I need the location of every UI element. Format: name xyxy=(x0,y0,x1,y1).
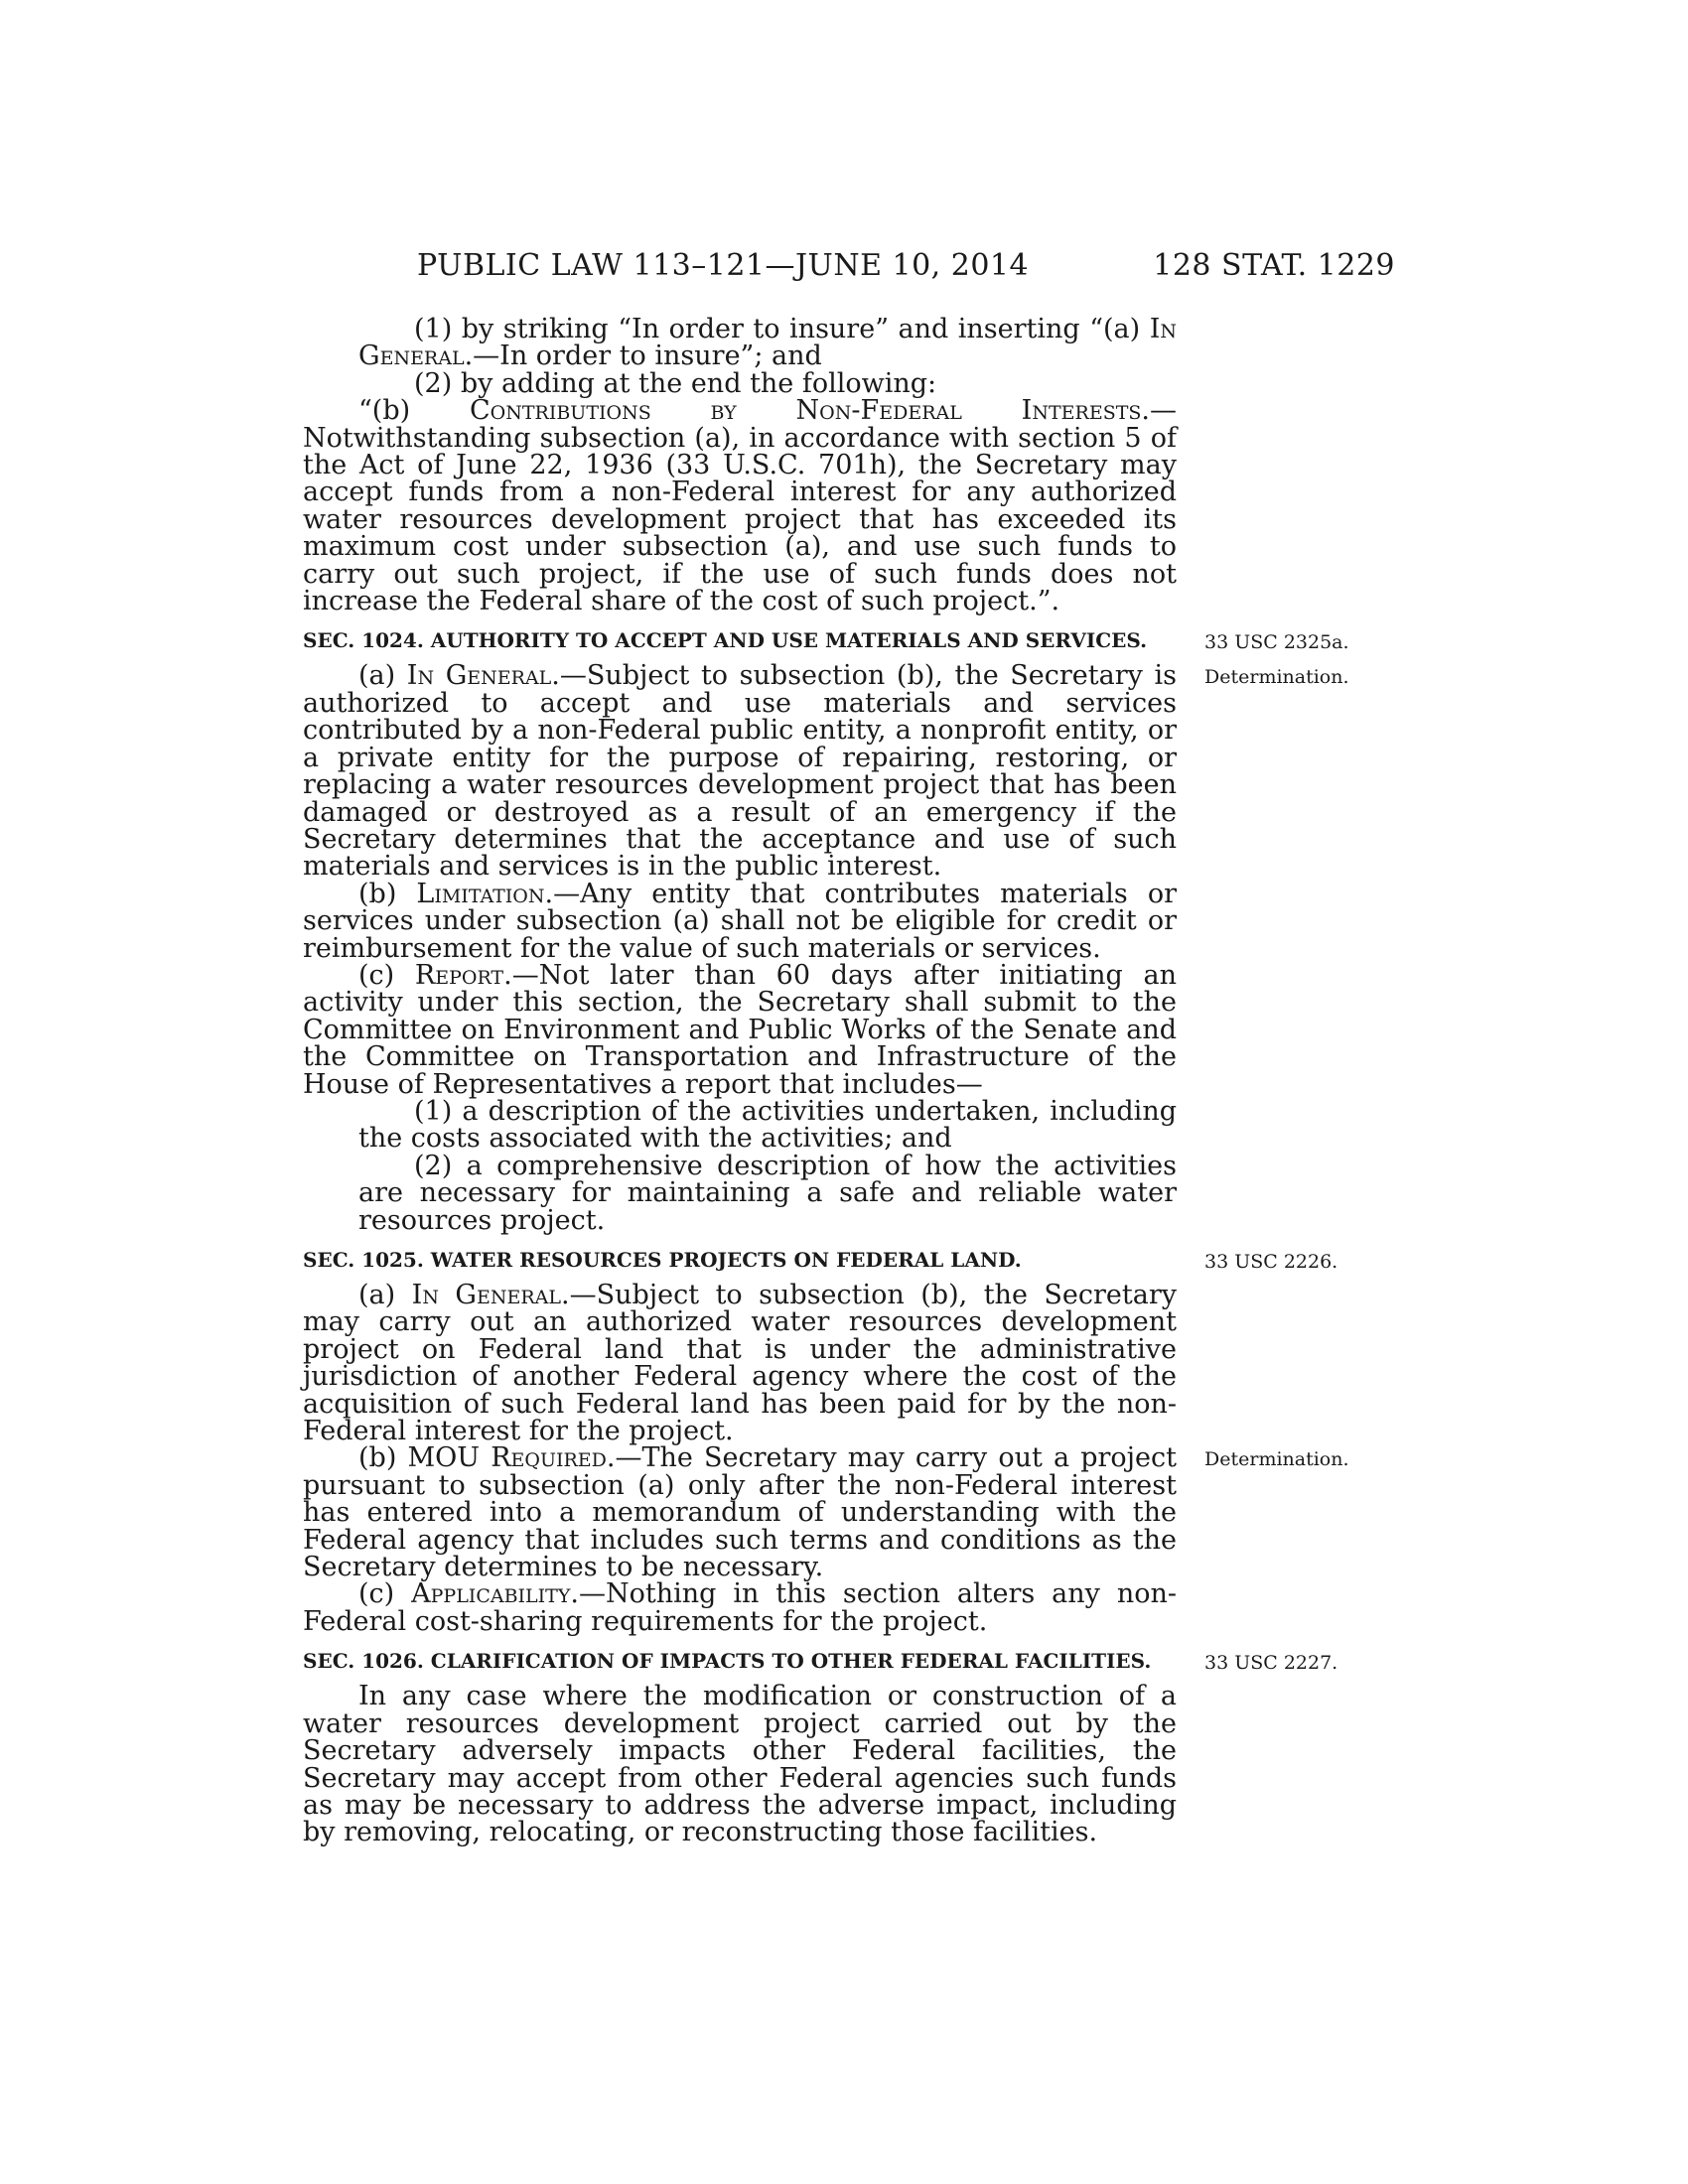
usc-margin-note: 33 USC 2325a. xyxy=(1204,631,1349,654)
usc-margin-note: 33 USC 2226. xyxy=(1204,1251,1338,1273)
section-1026-text: In any case where the modification or construction of a water resources development project carried out by the Secretary adversely impacts other Federal facilities, the Secretary may accept from other Federal agencies such funds as may be necessary to address the adverse impact, including by removing, relocating, or reconstructing those facilities. xyxy=(303,1681,1177,1848)
inserted-subsection-b: “(b) Contributions by Non-Federal Interests.—Notwithstanding subsection (a), in accordance with section 5 of the Act of June 22, 1936 (33 U.S.C. 701h), the Secretary may accept funds from a non-Federal interest for any authorized water resources development project that has exceeded its maximum cost under subsection (a), and use such funds to carry out such project, if the use of such funds does not increase the Federal share of the cost of such project.”. xyxy=(303,395,1177,617)
amendment-item-2: (2) by adding at the end the following: xyxy=(414,367,937,399)
section-1025-subsection-a: (a) In General.—Subject to subsection (b), the Secretary may carry out an authorized water resources development project on Federal land that is under the administrative jurisdiction of another Federal agency where the cost of the acquisition of such Federal land has been paid for by the non-Federal interest for the project. xyxy=(303,1280,1177,1447)
section-1026-heading: SEC. 1026. CLARIFICATION OF IMPACTS TO OTHER FEDERAL FACILITIES. 33 USC 2227. xyxy=(303,1649,1338,1675)
section-1025-subsection-b: (b) MOU Required.—The Secretary may carry out a project pursuant to subsection (a) only after the non-Federal interest has entered into a memorandum of understanding with the Federal agency that includes such terms and conditions as the Secretary determines to be necessary. Determination. xyxy=(303,1442,1349,1583)
report-item-1: (1) a description of the activities undertaken, including the costs associated with the activities; and xyxy=(358,1095,1177,1155)
section-1024-heading: SEC. 1024. AUTHORITY TO ACCEPT AND USE MATERIALS AND SERVICES. 33 USC 2325a. xyxy=(303,628,1349,654)
determination-margin-note: Determination. xyxy=(1204,666,1349,689)
page-header xyxy=(417,248,1395,283)
amendment-item-1: (1) by striking “In order to insure” and inserting “(a) In General.—In order to insure”; and xyxy=(358,314,1177,372)
section-1024-subsection-c: (c) Report.—Not later than 60 days after initiating an activity under this section, the Secretary shall submit to the Committee on Environment and Public Works of the Senate and the Committee on Transportation and Infrastructure of the House of Representatives a report that includes— xyxy=(303,959,1177,1100)
section-1025-heading: SEC. 1025. WATER RESOURCES PROJECTS ON FEDERAL LAND. 33 USC 2226. xyxy=(303,1248,1338,1273)
section-1024-subsection-b: (b) Limitation.—Any entity that contributes materials or services under subsection (a) shall not be eligible for credit or reimbursement for the value of such materials or services. xyxy=(303,878,1178,964)
section-1024-subsection-a: (a) In General.—Subject to subsection (b), the Secretary is authorized to accept and use materials and services contributed by a non-Federal public entity, a nonprofit entity, or a private entity for the purpose of repairing, restoring, or replacing a water resources development project that has been damaged or destroyed as a result of an emergency if the Secretary determines that the acceptance and use of such materials and services is in the public interest. Determination. xyxy=(303,660,1349,883)
document-body xyxy=(303,314,1349,1848)
report-item-2: (2) a comprehensive description of how the activities are necessary for maintaining a safe and reliable water resources project. xyxy=(358,1150,1177,1236)
determination-margin-note: Determination. xyxy=(1204,1448,1349,1471)
section-1025-subsection-c: (c) Applicability.—Nothing in this section alters any non-Federal cost-sharing requirements for the project. xyxy=(303,1578,1177,1637)
statute-page-number: 128 STAT. 1229 xyxy=(1153,248,1395,283)
public-law-citation: PUBLIC LAW 113–121—JUNE 10, 2014 xyxy=(417,248,1030,283)
usc-margin-note: 33 USC 2227. xyxy=(1204,1652,1338,1675)
